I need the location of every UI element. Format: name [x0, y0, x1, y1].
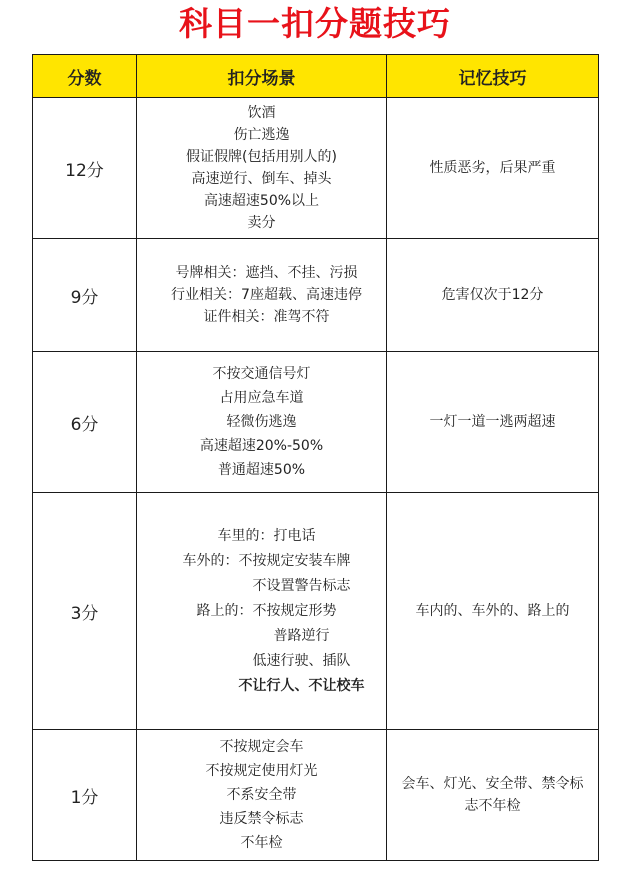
memo-cell: [387, 730, 599, 861]
memo-cell: [387, 493, 599, 730]
table-header-row: [33, 55, 599, 98]
score-cell: 12分: [33, 98, 137, 239]
scene-line: 占用应急车道: [219, 390, 304, 406]
memo-text: 一灯一道一逃两超速: [429, 414, 556, 430]
scene-line: 违反禁令标志: [219, 811, 304, 827]
scene-line: 车外的：不按规定安装车牌: [182, 552, 351, 569]
scene-line: 高速逆行、倒车、掉头: [191, 171, 332, 187]
scene-line: 低速行驶、插队: [252, 652, 351, 669]
scene-cell: [137, 239, 387, 352]
scene-line: 普路逆行: [273, 627, 330, 644]
deduction-table: [32, 54, 599, 861]
memo-cell: [387, 98, 599, 239]
scene-line: 高速超速20%-50%: [199, 438, 324, 454]
scene-cell: [137, 493, 387, 730]
scene-line: 假证假牌(包括用别人的): [186, 149, 337, 165]
scene-line: 不让行人、不让校车: [238, 677, 365, 694]
scene-line: 行业相关：7座超载、高速违停: [171, 287, 362, 303]
scene-line: 不按规定会车: [219, 739, 304, 755]
scene-line: 轻微伤逃逸: [226, 414, 297, 430]
memo-text: 性质恶劣，后果严重: [429, 160, 556, 176]
scene-line: 不设置警告标志: [252, 577, 351, 594]
memo-text: 车内的、车外的、路上的: [415, 603, 570, 619]
table-row: [33, 493, 599, 730]
scene-line: 伤亡逃逸: [233, 127, 290, 143]
header-scene: 扣分场景: [137, 55, 387, 98]
memo-cell: [387, 352, 599, 493]
header-memo: 记忆技巧: [387, 55, 599, 98]
score-cell: 1分: [33, 730, 137, 861]
scene-line: 不系安全带: [226, 787, 297, 803]
score-cell: 9分: [33, 239, 137, 352]
memo-text: 会车、灯光、安全带、禁令标志不年检: [401, 776, 584, 814]
table-row: [33, 730, 599, 861]
scene-cell: [137, 730, 387, 861]
scene-cell: [137, 98, 387, 239]
memo-cell: [387, 239, 599, 352]
scene-line: 不按规定使用灯光: [205, 763, 318, 779]
scene-line: 车里的：打电话: [217, 527, 316, 544]
scene-line: 不按交通信号灯: [212, 366, 311, 382]
scene-line: 卖分: [247, 215, 276, 231]
scene-line: 高速超速50%以上: [203, 193, 320, 209]
scene-line: 普通超速50%: [217, 462, 306, 478]
table-row: [33, 352, 599, 493]
table-row: [33, 98, 599, 239]
table-row: [33, 239, 599, 352]
page-title: 科目一扣分题技巧: [179, 4, 451, 43]
header-score: 分数: [33, 55, 137, 98]
scene-line: 号牌相关：遮挡、不挂、污损: [175, 265, 358, 281]
scene-line: 证件相关：准驾不符: [203, 309, 330, 325]
score-cell: 3分: [33, 493, 137, 730]
memo-text: 危害仅次于12分: [441, 287, 544, 303]
scene-line: 不年检: [240, 835, 283, 851]
scene-line: 路上的：不按规定形势: [196, 602, 337, 619]
scene-line: 饮酒: [247, 105, 276, 121]
score-cell: 6分: [33, 352, 137, 493]
scene-cell: [137, 352, 387, 493]
